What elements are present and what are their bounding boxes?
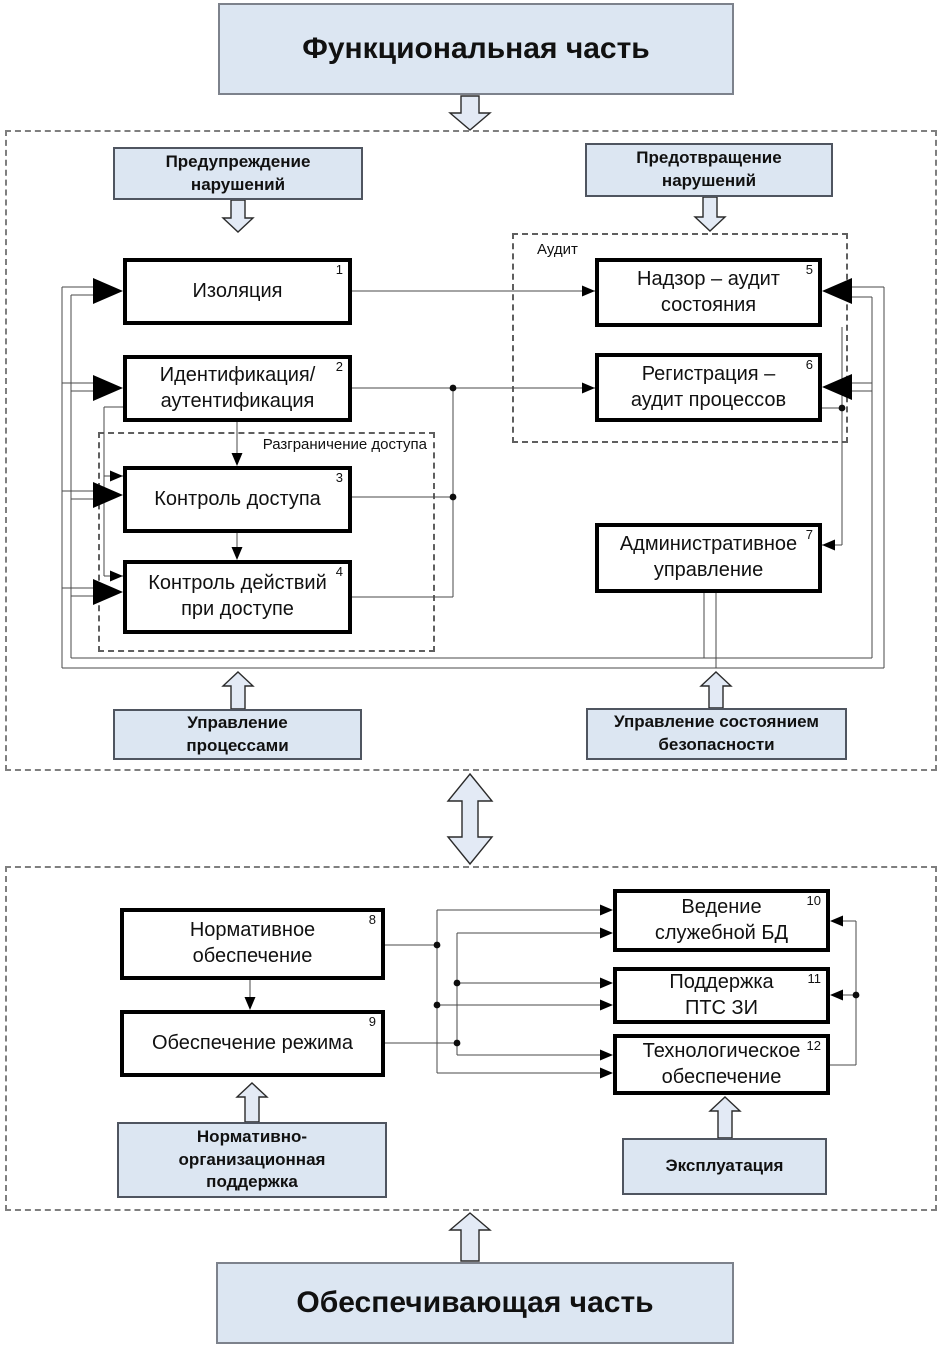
arrow-sections-link (448, 774, 492, 864)
box-identification-text: аутентификация (160, 389, 315, 412)
box-service-db (613, 889, 830, 952)
label-security-state-management-text: Управление состоянием (614, 712, 819, 732)
arrow-functional-down (450, 96, 490, 130)
label-violation-prevention-text: нарушений (661, 171, 757, 190)
box-pts-zi-support-text: Поддержка (669, 970, 774, 993)
label-security-state-management-text: безопасности (658, 735, 775, 754)
label-process-management (113, 709, 362, 760)
label-violation-prevention-text: Предотвращение (636, 148, 782, 168)
box-administrative-management-number: 7 (805, 527, 813, 542)
label-normative-organizational-support-text: Нормативно- (196, 1126, 308, 1146)
title-functional-part: Функциональная часть (218, 3, 734, 95)
box-service-db-text: Ведение (681, 895, 762, 918)
box-identification-text: Идентификация/ (159, 363, 316, 386)
box-action-control-text: при доступе (181, 598, 294, 620)
box-action-control-text: Контроль действий (148, 572, 327, 595)
label-operation-text: Эксплуатация (665, 1156, 784, 1176)
box-administrative-management-text: Административное (619, 533, 798, 556)
label-normative-organizational-support (117, 1122, 387, 1198)
box-identification-number: 2 (335, 359, 343, 374)
label-violation-warning (113, 147, 363, 200)
label-violation-warning-text: Предупреждение (165, 151, 311, 171)
box-isolation-number: 1 (335, 262, 343, 277)
box-isolation (123, 258, 352, 325)
arrow-supporting-up (450, 1213, 490, 1261)
box-identification (123, 355, 352, 422)
box-isolation-text: Изоляция (192, 279, 283, 302)
label-violation-prevention (585, 143, 833, 197)
box-administrative-management-text: управление (653, 559, 764, 581)
box-technological-support-number: 12 (806, 1038, 821, 1053)
box-pts-zi-support (613, 967, 830, 1024)
box-registration-audit (595, 353, 822, 422)
group-audit-label: Аудит (537, 241, 578, 258)
box-supervision-audit-text: Надзор – аудит (637, 267, 780, 290)
label-operation (622, 1138, 827, 1195)
label-normative-organizational-support-text: организационная (178, 1149, 326, 1169)
box-administrative-management (595, 523, 822, 593)
label-security-state-management (586, 708, 847, 760)
box-technological-support-text: Технологическое (642, 1039, 801, 1062)
box-service-db-text: служебной БД (654, 921, 789, 944)
box-pts-zi-support-text: ПТС ЗИ (684, 996, 759, 1019)
box-normative-support-text: обеспечение (192, 945, 313, 967)
box-service-db-number: 10 (806, 893, 821, 908)
label-violation-warning-text: нарушений (190, 174, 286, 194)
box-supervision-audit (595, 258, 822, 327)
box-regime-support-number: 9 (368, 1014, 376, 1029)
box-supervision-audit-number: 5 (805, 262, 813, 277)
box-normative-support (120, 908, 385, 980)
box-action-control (123, 560, 352, 634)
box-access-control-text: Контроль доступа (154, 487, 321, 510)
box-regime-support-text: Обеспечение режима (151, 1031, 354, 1054)
title-supporting-part: Обеспечивающая часть (216, 1262, 734, 1344)
box-normative-support-number: 8 (368, 912, 376, 927)
box-regime-support (120, 1010, 385, 1077)
box-action-control-number: 4 (335, 564, 343, 579)
label-normative-organizational-support-text: поддержка (206, 1172, 298, 1192)
box-access-control-number: 3 (335, 470, 343, 485)
label-process-management-text: процессами (186, 735, 289, 755)
box-registration-audit-number: 6 (805, 357, 813, 372)
box-supervision-audit-text: состояния (660, 293, 757, 316)
box-technological-support-text: обеспечение (661, 1065, 782, 1088)
group-access-delimitation-label: Разграничение доступа (262, 436, 427, 453)
box-technological-support (613, 1034, 830, 1095)
box-normative-support-text: Нормативное (189, 919, 316, 942)
box-pts-zi-support-number: 11 (807, 971, 821, 986)
box-registration-audit-text: Регистрация – (641, 362, 776, 385)
box-registration-audit-text: аудит процессов (630, 388, 787, 411)
label-process-management-text: Управление (187, 712, 288, 732)
box-access-control (123, 466, 352, 533)
